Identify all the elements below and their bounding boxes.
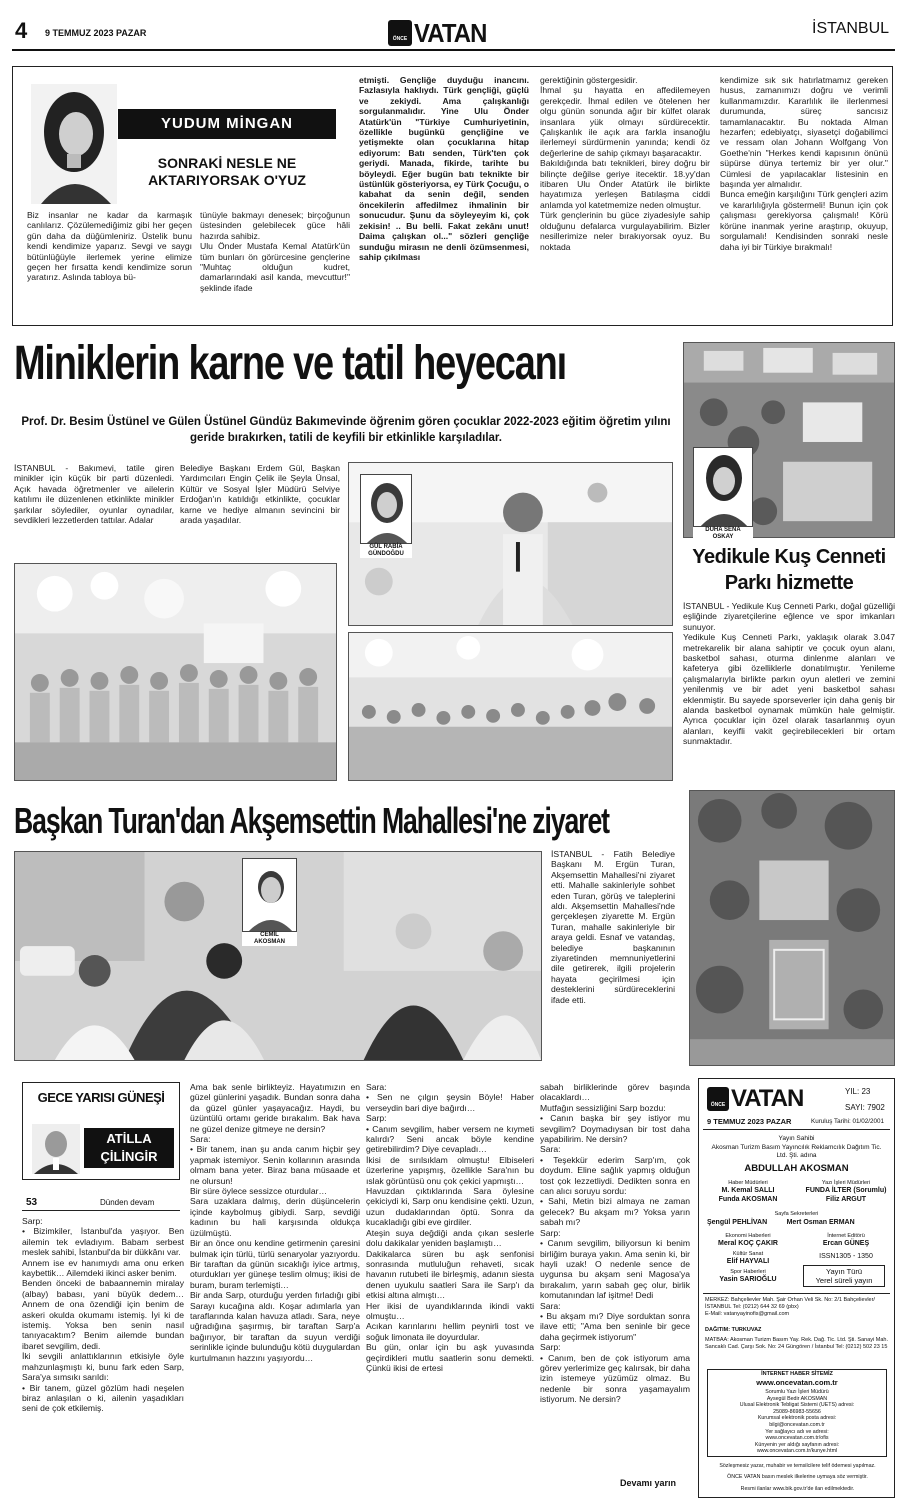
serial-more: Devamı yarın [620,1478,677,1488]
opinion-column [12,66,893,326]
serial-author-photo [32,1124,80,1174]
article1-text-2: Belediye Başkanı Erdem Gül, Başkan Yardımcıları Engin Çelik ile Şeyla Ünsal, Kültür ve Sosyal İşler Müdürü Selviye Erdoğan'ın katıldığı etkinlikte, çocuklar karne ve hediye almanın sevincini bir arada yaşadılar. [180,463,340,526]
serial-number: 53 [26,1197,38,1208]
author-name: YUDUM MİNGAN [161,115,293,132]
masthead-issue: SAYI: 7902 [845,1103,885,1112]
masthead-internet-title: İNTERNET HABER SİTEMİZ [761,1371,833,1377]
masthead-internet-details: Sorumlu Yazı İşleri Müdürü Aysegül Bedir AKOSMAN Ulusal Elektronik Tebligat Sistemi (UETS) adresi: 25089-86983-55656 Kurumsal elektronik posta adresi: bilgi@oncevatan.com.tr Yer sağlayıcı adı ve adresi: www.oncevatan.com.tr/ofis Künyenin yer aldığı sayfanın adresi: www.oncevatan.com.tr/kunye.html [739,1389,855,1455]
serial-author-portrait-icon [32,1124,80,1174]
masthead-center: MERKEZ: Bahçelievler Mah. Şair Orhan Veli Sk. No: 2/1 Bahçelievler/İSTANBUL Tel: (0212) 644 32 69 (pbx) E-Mail: vatanyayinofis@gmail.com [705,1297,875,1317]
page-number: 4 [15,18,28,43]
reporter-caption-duha: DUHA SENA OSKAY [693,527,753,541]
masthead-layout-names: Şengül PEHLİVAN Mert Osman ERMAN [707,1219,855,1226]
header-date: 9 TEMMUZ 2023 PAZAR [45,28,147,38]
serial-continued: Dünden devam [100,1198,155,1207]
masthead-logo [707,1085,827,1115]
serial-title: GECE YARISI GÜNEŞİ [37,1090,165,1105]
children-photo-icon [15,564,336,780]
article1-photo-children [14,563,337,781]
masthead-internet-url: www.oncevatan.com.tr [756,1378,838,1387]
masthead-internet-name: Ercan GÜNEŞ [822,1240,870,1247]
logo-text: VATAN [414,18,487,48]
crowd-photo-icon [349,633,672,780]
reporter-photo-cemil [242,858,297,932]
reporter-portrait-icon [694,448,753,527]
masthead-internet-label: İnternet Editörü [827,1233,865,1239]
article1-subhead: Prof. Dr. Besim Üstünel ve Gülen Üstünel Gündüz Bakımevinde öğrenim gören çocuklar 2022-2023 eğitim öğretim yılını geride bırakırken, tatili de keyfili bir etkinlikle karşıladılar. [21,416,671,444]
masthead-year: YIL: 23 [845,1087,871,1096]
article3-headline: Başkan Turan'dan Akşemsettin Mahallesi'ne ziyaret [14,800,609,841]
masthead-owner-company: Akosman Turizm Basım Yayıncılık Reklamcılık Dağıtım Tic. Ltd. Şti. adına [711,1144,882,1159]
masthead-logo-text: VATAN [731,1085,804,1112]
logo-badge [388,20,412,46]
masthead-box [698,1078,895,1498]
masthead-web-label: Yazı İşleri Müdürleri [821,1180,871,1186]
article3-text: İSTANBUL - Fatih Belediye Başkanı M. Ergün Turan, Akşemsettin Mahallesi'ni ziyaret etti. Mahalle sakinleriyle sohbet eden Turan, görüş ve taleplerini aldı. Akşemsettin Mahallesi'nde gerçekleşen ziyarette M. Ergün Turan, mahalle sakinleriyle bir araya geldi. Esnaf ve vatandaş, belediye başkanının ziyaretinden memnuniyetlerini dile getirerek, ilgili projelerin hayata geçirilmesi için desteklerini sürdüreceklerini ifade etti. [551,849,675,1005]
header-city: İSTANBUL [812,20,890,37]
column-text-5: kendimize sık sık hatırlatmamız gereken husus, zamanımızı doğru ve verimli kullanmamızdır. Kararlılık ile ilerlenmesi durumunda, süreç sancısız tamamlanacaktır. Bu noktada Alman hezarfen; edebiyatçı, siyasetçi doğabilimci ve ressam olan Johann Wolfgang Von Goethe'nin "Herkes kendi kapısının önünü süpürse dünya tertemiz bir yer olur." Cümlesi de yapılacaklar listesinin en başında yer almalıdır. Bunca emeğin karşılığını Türk gençleri azim ve kararlılığıyla göstermeli! Bunun için çok çalışması gerekiyorsa çalışmalı! Körü körüne inanmak yerine araştırıp, okuyup, sorgulamalı! Kendisinden sonraki nesle daha iyi bir Türkiye bırakmalı! [720,75,888,252]
masthead-econ-name: Meral KOÇ ÇAKIR [718,1240,778,1247]
reporter-photo-gul [360,474,412,544]
article2-text: İSTANBUL - Yedikule Kuş Cenneti Parkı, doğal güzelliği eşliğinde ziyaretçilerine eğlence ve spor imkanları sunuyor. Yedikule Kuş Cenneti Parkı, yaklaşık olarak 3.047 metrekarelik bir alana sahiptir ve çocuk oyun alanı, basketbol sahası, oturma dinlenme alanları ve kafeterya gibi özelliklerle donatılmıştır. Yenileme çalışmalarıyla birlikte parkın oyun aletleri ve zemini yenilenmiş ve bir adet yeni basketbol sahası eklenmiştir. Bu sayede sporseverler için daha geniş bir alanda basketbol oynamak mümkün hale gelmiştir. Ayrıca çocuklar için özel olarak tasarlanmış oyun alanları, keyifli vakit geçirebilecekleri bir ortam sunmaktadır. [683,601,895,747]
masthead-econ-label: Ekonomi Haberleri [725,1233,771,1239]
masthead-culture-label: Kültür Sanat [732,1251,764,1257]
serial-text-2: Ama bak senle birlikteyiz. Hayatımızın en güzel günlerini yaşadık. Bundan sonra daha da güzel günler yaşayacağız. Haydi, bu üzüntülü ortamı geride bırakalım. Bak hava ne güzel denize gitmeye ne dersin? Sara: • Bir tanem, inan şu anda canım hiçbir şey yapmak istemiyor. Senin kollarının arasında olmam bana yeter. Biraz bana müsaade et ne olursun! Bir süre öylece sessizce oturdular… Sara uzaklara dalmış, derin düşüncelerin içinde kaybolmuş gibiydi. Sarp, sevdiği kadının bu hali karşısında oldukça üzülmüştü. Bir an önce onu kendine getirmenin çaresini bulmak için türlü, türlü senaryolar yazıyordu. Bir taraftan da günün sıcaklığı iyice artmış, oturdukları yer güneşe teslim olmuş; ikisi de buram, buram terlemişti… Bir anda Sarp, oturduğu yerden fırladığı gibi Sarayı kucağına aldı. Koşar adımlarla yan taraflarında kalan havuza atladı. Sara, neye uğradığına şaşırmış, bir taraftan Sarp'a bağırıyor, bir taraftan da suyun verdiği serinlikle içinde bulunduğu kötü duygulardan kurtulmanın hazzını yaşıyordu… [190,1082,360,1363]
logo-small-text: ÖNCE [392,36,408,42]
masthead-footer-3: Resmi ilanlar www.bik.gov.tr'de ilan edilmektedir. [740,1486,855,1492]
article1-headline: Miniklerin karne ve tatil heyecanı [14,337,566,390]
reporter-photo-duha [693,447,753,527]
serial-author: ATİLLA ÇİLİNGİR [100,1131,158,1164]
masthead-sports-label: Spor Haberleri [730,1269,766,1275]
serial-rule [22,1210,180,1211]
masthead-type: Yayın Türü Yerel süreli yayın [815,1267,873,1285]
article1-photo-crowd [348,632,673,781]
masthead-news-label: Haber Müdürleri [728,1180,768,1186]
serial-text-1: Sarp: • Bizimkiler, İstanbul'da yaşıyor. Ben ailemin tek evladıyım. Babam serbest meslek sahibi, İstanbul'da bir dükkânı var. Annem ise ev hanımıydı ama onu erken kaybettik… Ailemdeki ikinci asker benim. Benden önceki de babaannemin miralay (albay) babası, yani büyük dedem… Annem de ona özendiği için benim de askeri okulda okumamı istemiş. İyi ki de istemiş. Yoksa ben senin nasıl tanıyacaktım? Benim ailemde bundan ibaret sevgilim, dedi. İki sevgili anlattıklarının etkisiyle öyle mahzunlaşmıştı ki, bunu fark eden Sarp, Sara'ya sımsıkı sarıldı: • Bir tanem, güzel gözlüm hadi neşelen biraz anlaşılan o ki, ailenin yaşadıkları seni de çok etkilemiş. [22,1216,184,1414]
masthead-rule-1 [703,1129,890,1130]
column-text-3: etmişti. Gençliğe duyduğu inancını. Fazlasıyla haklıydı. Türk gençliği, güçlü ve zekiydi. Ama çalışkanlığı sorgulanmalıdır. Yine Ulu Önder Atatürk'ün "Türkiye Cumhuriyetinin, özellikle bugünkü gençliğine ve yetişmekte olan çocuklarına hitap ediyorum: Batı senden, Türk'ten çok geriydi. Manada, fikirde, tarihte bu böyleydi. Eğer bugün batı teknikte bir üstünlük gösteriyorsa, ey Türk Çocuğu, o kabahat da senin değil, senden öncekilerin affedilmez ihmalinin bir sonucudur. Şunu da söyleyeyim ki, çok zekisin! .. Bu belli. Fakat zekânı unut! Daima çalışkan ol..." sözleri gençliğe sunduğu mirasın ne denli özümsenmesi, sahip çıkılması [359,75,529,262]
masthead-sports-name: Yasin SARIOĞLU [719,1276,777,1283]
article2-headline: Yedikule Kuş Cenneti Parkı hizmette [692,546,886,594]
masthead-footer-2: ÖNCE VATAN basın meslek ilkelerine uymaya söz vermiştir. [727,1474,868,1480]
header-rule [12,49,895,51]
masthead-print: MATBAA: Akosman Turizm Basım Yay. Rek. Dağ. Tic. Ltd. Şti. Sanayi Mah. Sancaklı Cad. Çarşı Sok. No: 24 Güngören / İstanbul Tel: (0212) 502 23 15 [705,1337,888,1350]
page-header [0,0,907,54]
article2-photo-park [689,790,895,1066]
header-logo [388,18,510,48]
masthead-distribution: DAĞITIM: TURKUVAZ [705,1327,762,1333]
masthead-rule-2 [703,1293,890,1294]
author-photo [31,84,117,204]
masthead-logo-small: ÖNCE [710,1102,726,1108]
column-text-2: tünüyle bakmayı denesek; birçoğunun üstesinden gelebilecek güce hâli hazırda sahibiz. Ulu Önder Mustafa Kemal Atatürk'ün tüm bunları ön görürcesine gençlerine "Muhtaç olduğun kudret, damarlarındaki asil kanda, mevcuttur!" şeklinde ifade [200,210,350,293]
masthead-owner-name: ABDULLAH AKOSMAN [744,1163,849,1174]
masthead-owner-label: Yayın Sahibi [778,1135,815,1142]
column-title: SONRAKİ NESLE NE AKTARIYORSAK O'YUZ [148,155,306,188]
masthead-footer-1: Sözleşmesiz yazar, muhabir ve temsilcilere telif ödemesi yapılmaz. [719,1463,876,1469]
reporter-caption-cemil: CEMİL AKOSMAN [242,932,297,946]
park-photo-icon [690,791,894,1065]
masthead-web-names: FUNDA İLTER (Sorumlu) Filiz ARGUT [805,1187,887,1203]
serial-text-3: Sara: • Sen ne çılgın şeysin Böyle! Haber verseydin bari diye bağırdı… Sarp: • Canım sevgilim, haber versem ne kıymeti kalırdı? Seni ancak böyle kendine getirebilirdim? Diye cevapladı… İkisi de sırılsıklam olmuştu! Elbiseleri üzerlerine yapışmış, özellikle Sara'nın bu ıslak görüntüsü onu çok çekici yapmıştı… Havuzdan çıktıklarında Sara öylesine çekiciydi ki, Sarp onu kendisine çekti. Uzun, uzun dudaklarından öptü. Sonra da kucakladığı gibi eve girdiler. Ateşin suya değdiği anda çıkan seslerle dolu dakikalar yeniden başlamıştı… Dakikalarca süren bu aşk senfonisi sonrasında mutluluğun rehaveti, sıcak havanın rutubeti ile birleşmiş, adanın siesta denen uyukulu saatleri Sara ile Sarp'ı da etkisi altına almıştı… Her ikisi de uyandıklarında ikindi vakti olmuştu… Acıkan karınlarını hellim peynirli tost ve soğuk limonata ile doyurdular. Bu gün, onlar için bu aşk yuvasında geçirdikleri mutlu saatlerin sonu demekti. Çünkü ikisi de ertesi [366,1082,534,1373]
column-text-4: gerektiğinin göstergesidir. İhmal şu hayatta en affedilemeyen gerekçedir. İhmal edilen ve ötelenen her olgu günün sonunda ağır bir külfet olarak insanlara yük olmayı sürdürecektir. Çalışkanlık ile açık ara farkla insanoğlu ilerlemeyi sürdürmenin yanında; kendi öz değerlerine de sahip çıkmayı başaracaktır. Bakıldığında batı teknikleri, birey doğru bir bilinçte değilse geriye itecektir. 18.yy'dan itibaren Ulu Önder Atatürk ile birlikte hayatımıza yerleşen Batılaşma ciddi anlamda yol katetmemize neden olmuştur. Türk gençlerinin bu güce ziyadesiyle sahip olduğunu defalarca vurgulayabilirim. Bizler nesillerimize neler bırakıyorsak oyuz. Bu noktada [540,75,710,252]
masthead-layout-label: Sayfa Sekreterleri [774,1211,819,1217]
article1-text-1: İSTANBUL - Bakımevi, tatile giren minikler için küçük bir parti düzenledi. Açık havada öğretmenler ve ailelerin katılımı ile düzenlenen etkinlikte minikler şarkılar söylediler, oyunlar oynadılar, sevdikleri lezzetlerden tattılar. Adalar [14,463,174,526]
reporter-portrait-icon [361,475,412,544]
masthead-culture-name: Elif HAYVALI [726,1258,770,1265]
column-text-1: Biz insanlar ne kadar da karmaşık canlılarız. Çözülemediğimiz gibi her geçen gün daha da düğümleniriz. Üstelik bunu kendi kendimize yaparız. Sevgi ve saygı bütünlüğüyle ilerlemek yerine elimize geçen her fırsatta kendi kendimize sorun yaratırız. Aslında tabloya bü- [27,210,192,283]
masthead-founded: Kuruluş Tarihi: 01/02/2001 [811,1118,885,1125]
masthead-date: 9 TEMMUZ 2023 PAZAR [707,1117,792,1126]
reporter-portrait-icon [243,859,297,932]
reporter-caption-gul: GÜL RABİA GÜNDOĞDU [360,544,412,558]
masthead-news-names: M. Kemal SALLI Funda AKOSMAN [718,1187,778,1203]
masthead-issn: ISSN1305 - 1350 [819,1253,873,1260]
serial-text-4: sabah birliklerinde görev başında olacaklardı… Mutfağın sessizliğini Sarp bozdu: • Canın başka bir şey istiyor mu sevgilim? Doymadıysan bir tost daha yapabilirim. Ne dersin? Sara: • Teşekkür ederim Sarp'ım, çok doydum. Eline sağlık yapmış olduğun tost çok lezzetliydi. Dedikten sonra en can alıcı soruyu sordu: • Sahi, Metin bizi almaya ne zaman gelecek? Bu akşam mı? Yoksa yarın sabah mı? Sarp: • Canım sevgilim, biliyorsun ki benim birliğim buraya yakın. Ama senin ki, bir hayli uzak! O nedenle sence de uygunsa bu akşam seni Magosa'ya bırakalım, yarın sabah geç olur, birlik komutanından laf işitme! Dedi Sara: • Bu akşam mı? Diye sorduktan sonra ilave etti; "Ama ben seninle bir gece daha geçirmek istiyorum" Sarp: • Canım, ben de çok istiyorum ama görev yerlerimize geç kalırsak, bir daha izin istemeye yüzümüz olmaz. Bu nedenle bir sonra yaşamayalım istiyorum. Ne dersin? [540,1082,690,1405]
author-portrait-icon [31,84,117,204]
